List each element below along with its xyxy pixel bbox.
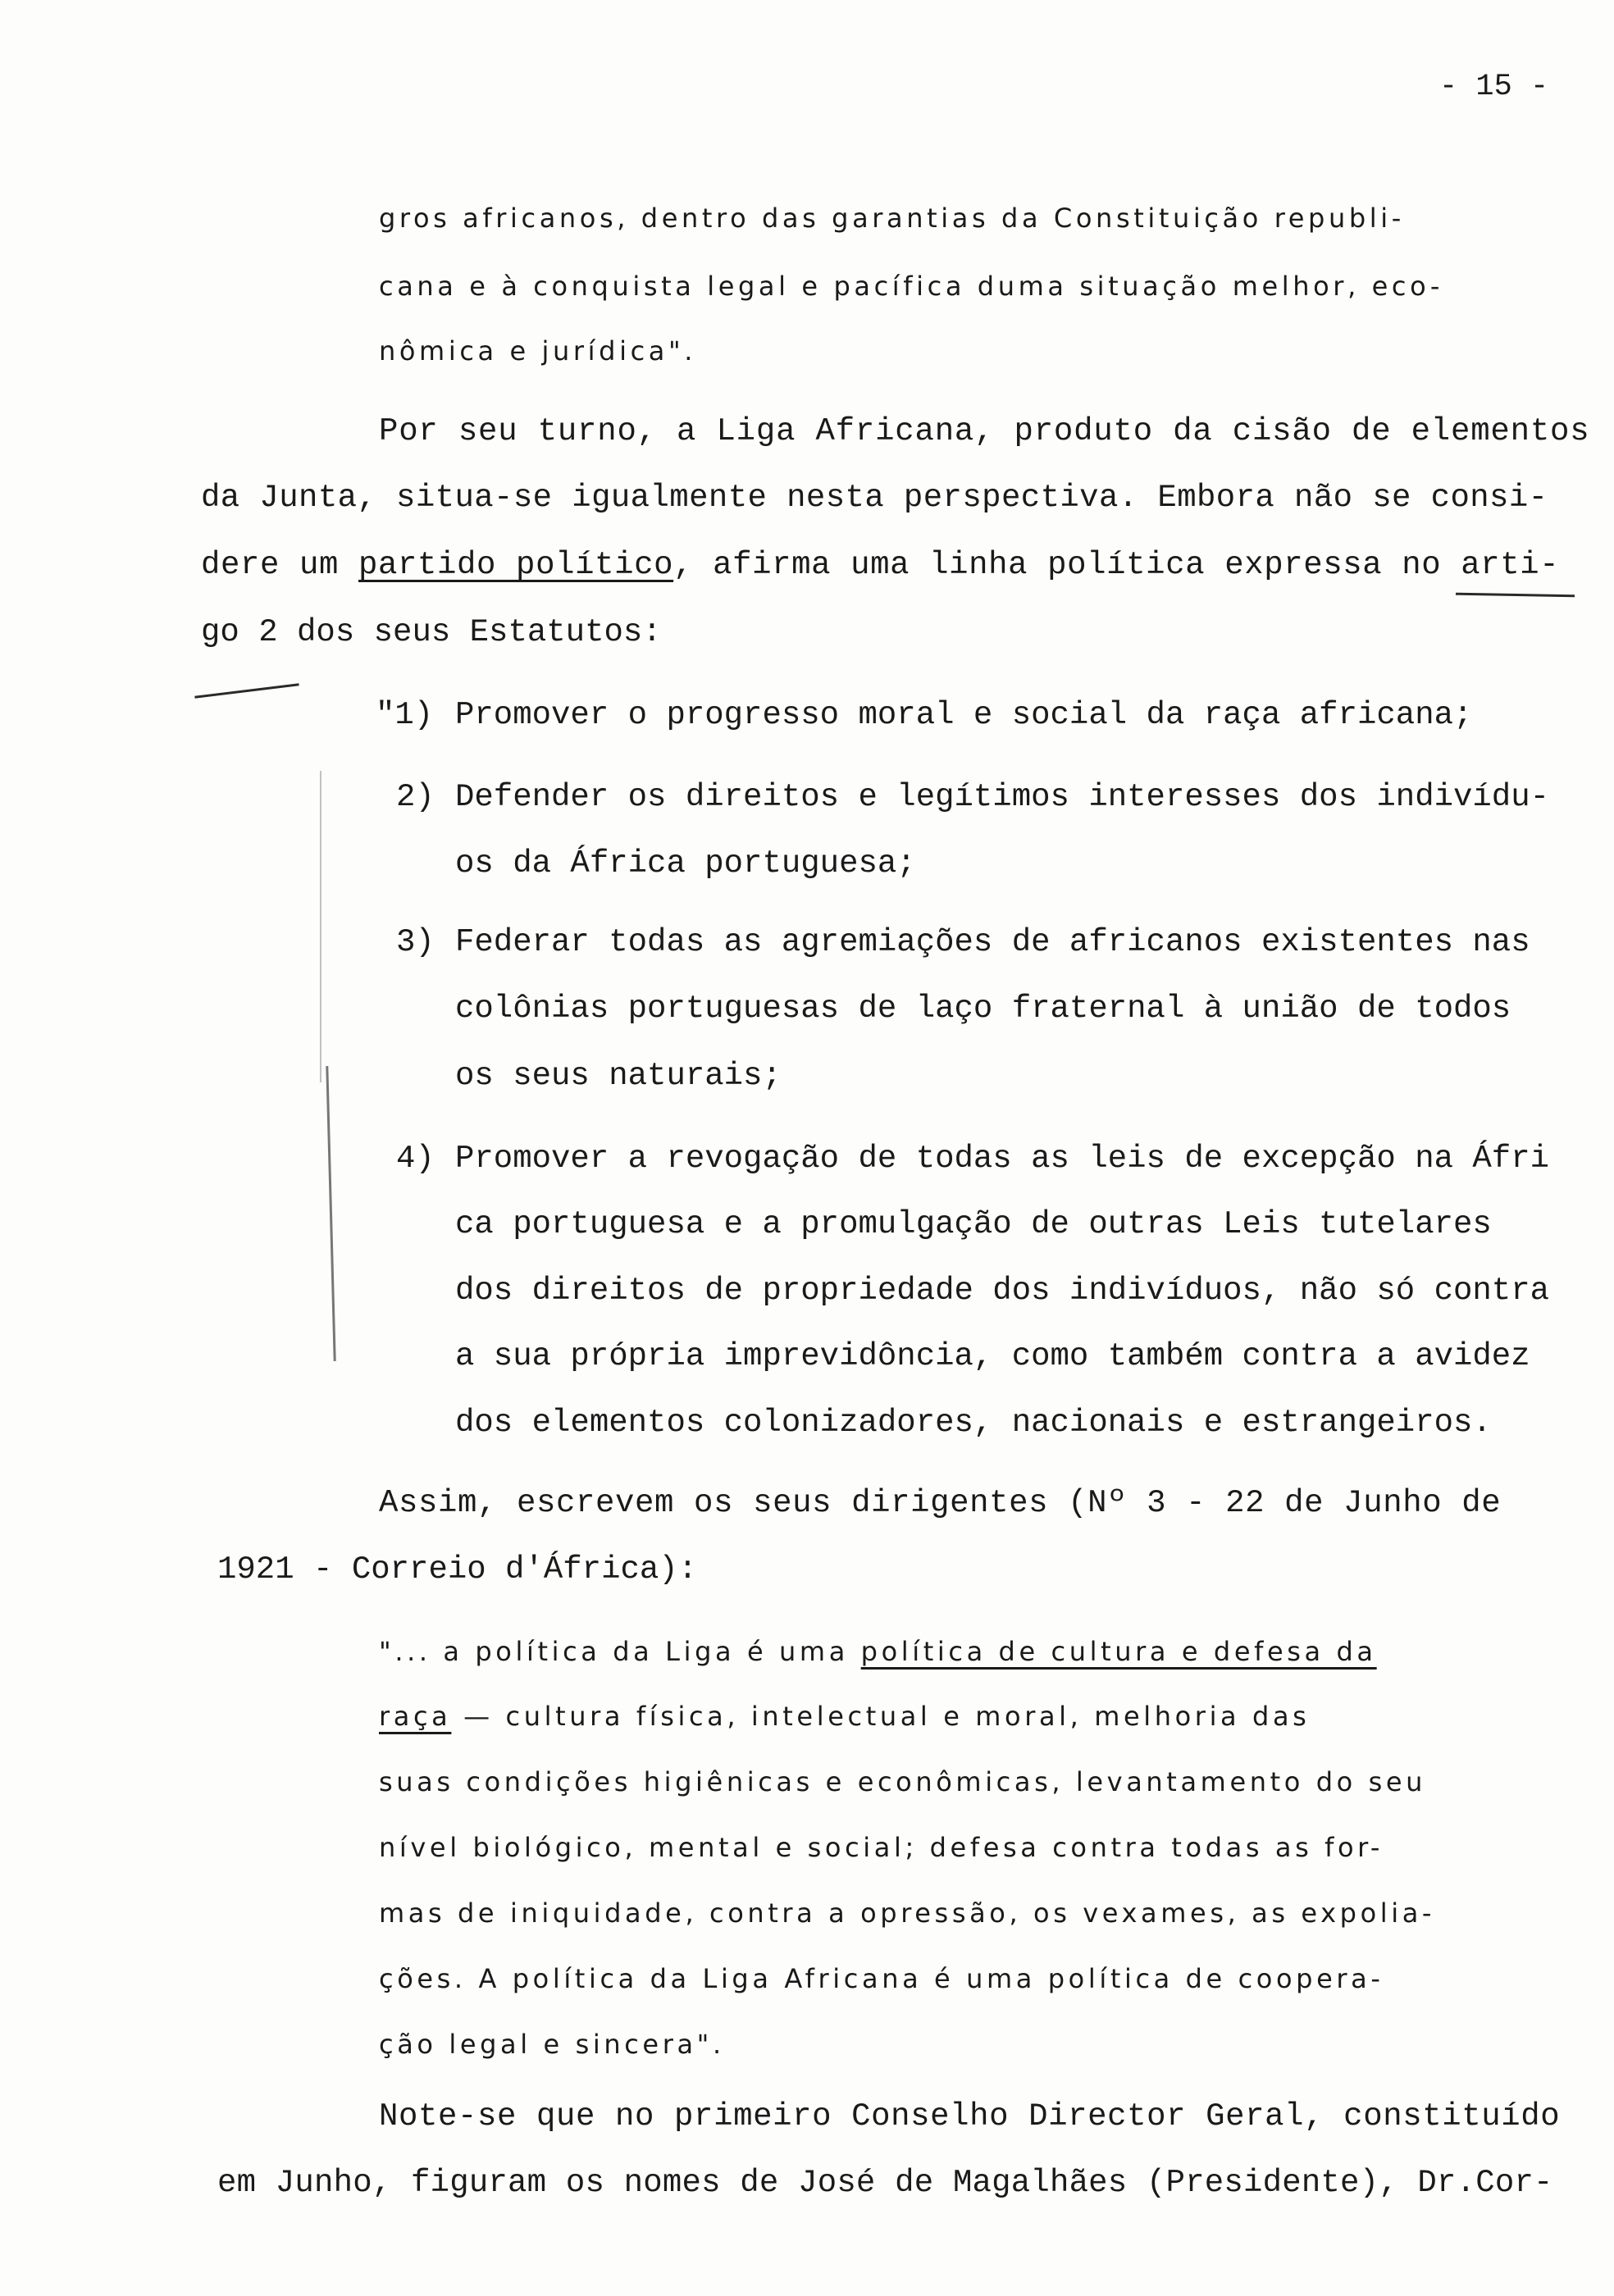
statute-text: a sua própria imprevidôncia, como também contra a avidez — [455, 1338, 1530, 1374]
statute-number: 3) — [396, 924, 435, 960]
underlined-phrase: política de cultura e defesa da — [860, 1636, 1377, 1667]
handwritten-margin-line — [320, 771, 321, 1082]
statute-number: 4) — [396, 1141, 435, 1177]
statute-text: dos direitos de propriedade dos indivíduos, não só contra — [455, 1273, 1550, 1309]
paragraph-2-line: Por seu turno, a Liga Africana, produto da cisão de elementos — [379, 413, 1590, 449]
quote-line: ções. A política da Liga Africana é uma política de coopera- — [379, 1963, 1384, 1994]
paragraph-4-line: em Junho, figuram os nomes de José de Magalhães (Presidente), Dr.Cor- — [217, 2165, 1553, 2201]
paragraph-1-line: cana e à conquista legal e pacífica duma situação melhor, eco- — [379, 271, 1444, 302]
paragraph-3-line: Assim, escrevem os seus dirigentes (Nº 3 - 22 de Junho de — [379, 1485, 1502, 1521]
paragraph-2-line: go 2 dos seus Estatutos: — [201, 614, 662, 650]
underlined-phrase: partido político — [358, 547, 674, 583]
statute-text: Federar todas as agremiações de africanos existentes nas — [455, 924, 1530, 960]
paragraph-2-line: da Junta, situa-se igualmente nesta perspectiva. Embora não se consi- — [201, 480, 1548, 516]
paragraph-4-line: Note-se que no primeiro Conselho Director Geral, constituído — [379, 2098, 1561, 2134]
quote-line — [379, 1701, 1311, 1732]
quote-line — [379, 1638, 1377, 1665]
quote-line: nível biológico, mental e social; defesa contra todas as for- — [379, 1832, 1384, 1863]
statute-text: ca portuguesa e a promulgação de outras Leis tutelares — [455, 1206, 1492, 1242]
text-run: — cultura física, intelectual e moral, melhoria das — [451, 1701, 1311, 1732]
text-run: , afirma uma linha política expressa — [673, 547, 1402, 583]
statute-text: os da África portuguesa; — [455, 845, 916, 882]
statute-text: dos elementos colonizadores, nacionais e estrangeiros. — [455, 1405, 1492, 1441]
statute-number: "1) — [376, 697, 434, 733]
quote-line: ção legal e sincera". — [379, 2029, 725, 2060]
handwritten-margin-line — [326, 1066, 335, 1361]
text-run: "... a política da Liga é uma — [379, 1636, 861, 1667]
statute-text: Promover o progresso moral e social da raça africana; — [455, 697, 1473, 733]
text-run: dere um — [201, 547, 359, 583]
underlined-phrase: raça — [379, 1701, 452, 1732]
statute-text: Defender os direitos e legítimos interesses dos indivídu- — [455, 779, 1550, 815]
quote-line: mas de iniquidade, contra a opressão, os vexames, as expolia- — [379, 1897, 1436, 1929]
statute-text: os seus naturais; — [455, 1058, 782, 1094]
statute-text: Promover a revogação de todas as leis de excepção na Áfri — [455, 1141, 1550, 1177]
quote-line: suas condições higiênicas e econômicas, levantamento do seu — [379, 1766, 1427, 1797]
paragraph-3-line: 1921 - Correio d'África): — [217, 1551, 698, 1588]
paragraph-1-line: nômica e jurídica". — [379, 335, 697, 367]
underlined-phrase: no arti- — [1402, 547, 1560, 583]
page-number: - 15 - — [1439, 70, 1549, 104]
paragraph-1-line: gros africanos, dentro das garantias da Constituição republi- — [379, 203, 1405, 234]
handwritten-underline-mark — [1456, 593, 1575, 598]
handwritten-underline-mark — [194, 683, 299, 699]
statute-text: colônias portuguesas de laço fraternal à união de todos — [455, 991, 1511, 1027]
paragraph-2-line — [201, 549, 1559, 581]
statute-number: 2) — [396, 779, 435, 815]
